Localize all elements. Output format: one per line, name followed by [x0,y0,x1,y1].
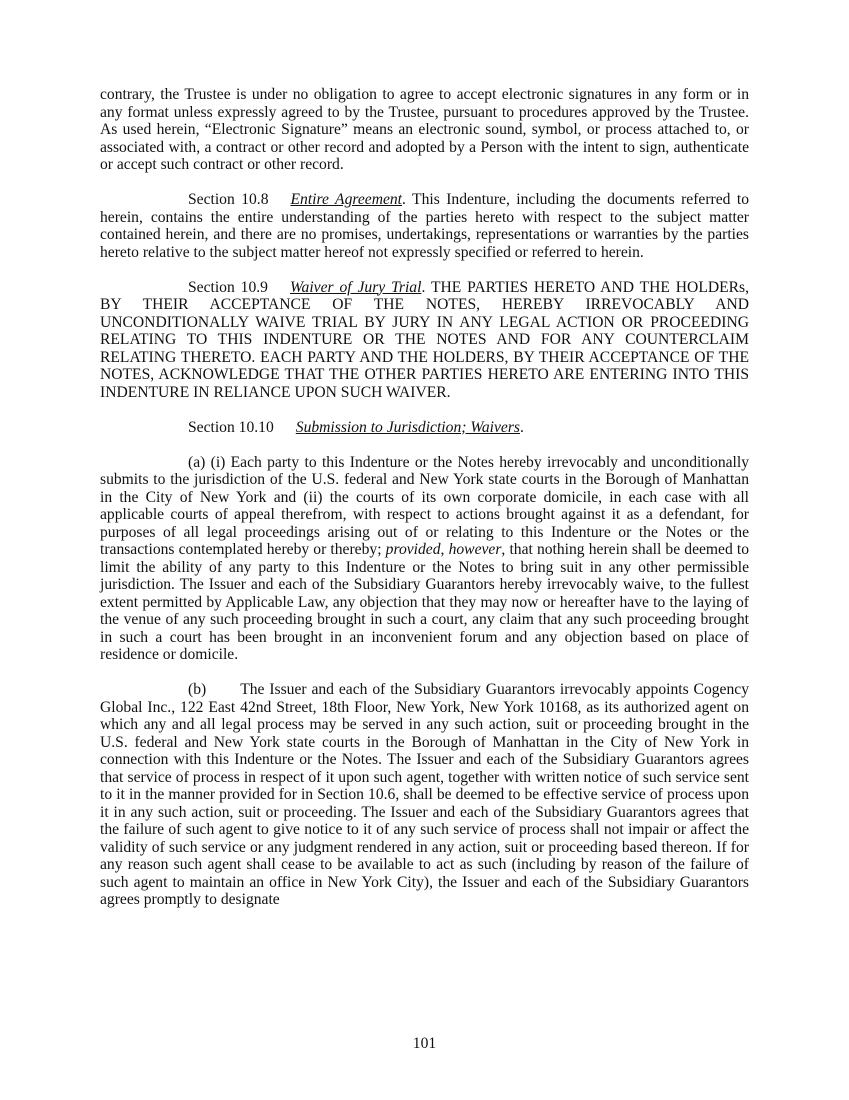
section-10-9-number: Section 10.9 [188,278,268,296]
section-10-10-number: Section 10.10 [188,418,274,436]
section-10-9-paragraph [100,279,749,402]
section-10-10-title: Submission to Jurisdiction; Waivers [295,418,520,436]
section-10-8-number: Section 10.8 [188,191,269,208]
carryover-paragraph [100,86,749,174]
paragraph-b-text: The Issuer and each of the Subsidiary Guarantors irrevocably appoints Cogency Global Inc., 122 East 42nd Street, 18th Floor, New York, New York 10168, as its authorized agent on which any and all legal process may be served in any such action, suit or proceeding brought in the U.S. federal and New York state courts in the Borough of Manhattan in the City of New York in connection with this Indenture or the Notes. The Issuer and each of the Subsidiary Guarantors agrees that service of process in respect of it upon such agent, together with written notice of such service sent to it in the manner provided for in Section 10.6, shall be deemed to be effective service of process upon it in any such action, suit or proceeding. The Issuer and each of the Subsidiary Guarantors agrees that the failure of such agent to give notice to it of any such service of process shall not impair or affect the validity of such service or any judgment rendered in any action, suit or proceeding based thereon. If for any reason such agent shall cease to be available to act as such (including by reason of the failure of such agent to maintain an office in New York City), the Issuer and each of the Subsidiary Guarantors agrees promptly to designate [100,681,749,908]
section-10-8-title: Entire Agreement [290,191,403,208]
paragraph-a [100,454,749,664]
page-number: 101 [412,1035,437,1052]
document-page [100,86,749,909]
paragraph-b [100,681,749,909]
section-10-10-heading [100,419,749,437]
paragraph-b-label: (b) [188,681,207,698]
section-10-8-paragraph [100,191,749,261]
paragraph-a-provided: provided [385,541,441,558]
carryover-text: contrary, the Trustee is under no obligation to agree to accept electronic signatures in any form or in any format unless expressly agreed to by the Trustee, pursuant to procedures approved by the Trustee. As used herein, “Electronic Signature” means an electronic sound, symbol, or process attached to, or associated with, a contract or other record and adopted by a Person with the intent to sign, authenticate or accept such contract or other record. [100,86,749,173]
paragraph-a-however: however [448,541,502,558]
section-10-8-body: . This Indenture, including the documents referred to herein, contains the entire understanding of the parties hereto with respect to the subject matter contained herein, and there are no promises, undertakings, representations or warranties by the parties hereto relative to the subject matter hereof not expressly specified or referred to herein. [100,191,749,261]
paragraph-a-comma: , [440,541,449,558]
section-10-9-body: . THE PARTIES HERETO AND THE HOLDERs, BY THEIR ACCEPTANCE OF THE NOTES, HEREBY IRREVOCABLY AND UNCONDITIONALLY WAIVE TRIAL BY JURY IN ANY LEGAL ACTION OR PROCEEDING RELATING TO THIS INDENTURE OR THE NOTES AND FOR ANY COUNTERCLAIM RELATING THERETO. EACH PARTY AND THE HOLDERS, BY THEIR ACCEPTANCE OF THE NOTES, ACKNOWLEDGE THAT THE OTHER PARTIES HERETO ARE ENTERING INTO THIS INDENTURE IN RELIANCE UPON SUCH WAIVER. [100,278,749,401]
paragraph-a-lead: (a) (i) Each party to this Indenture or the Notes hereby irrevocably and unconditionally submits to the jurisdiction of the U.S. federal and New York state courts in the Borough of Manhattan in the City of New York and (ii) the courts of its own corporate domicile, in each case with all applicable courts of appeal therefrom, with respect to actions brought against it as a defendant, for purposes of all legal proceedings arising out of or relating to this Indenture or the Notes or the transactions contemplated hereby or thereby; [100,453,749,558]
section-10-10-title-suffix: . [520,418,524,436]
section-10-9-title: Waiver of Jury Trial [289,278,422,296]
paragraph-a-rest: , that nothing herein shall be deemed to limit the ability of any party to this Indenture or the Notes to bring suit in any other permissible jurisdiction. The Issuer and each of the Subsidiary Guarantors hereby irrevocably waive, to the fullest extent permitted by Applicable Law, any objection that they may now or hereafter have to the laying of the venue of any such proceeding brought in such a court, any claim that any such proceeding brought in such a court has been brought in an inconvenient forum and any objection based on place of residence or domicile. [100,541,750,663]
